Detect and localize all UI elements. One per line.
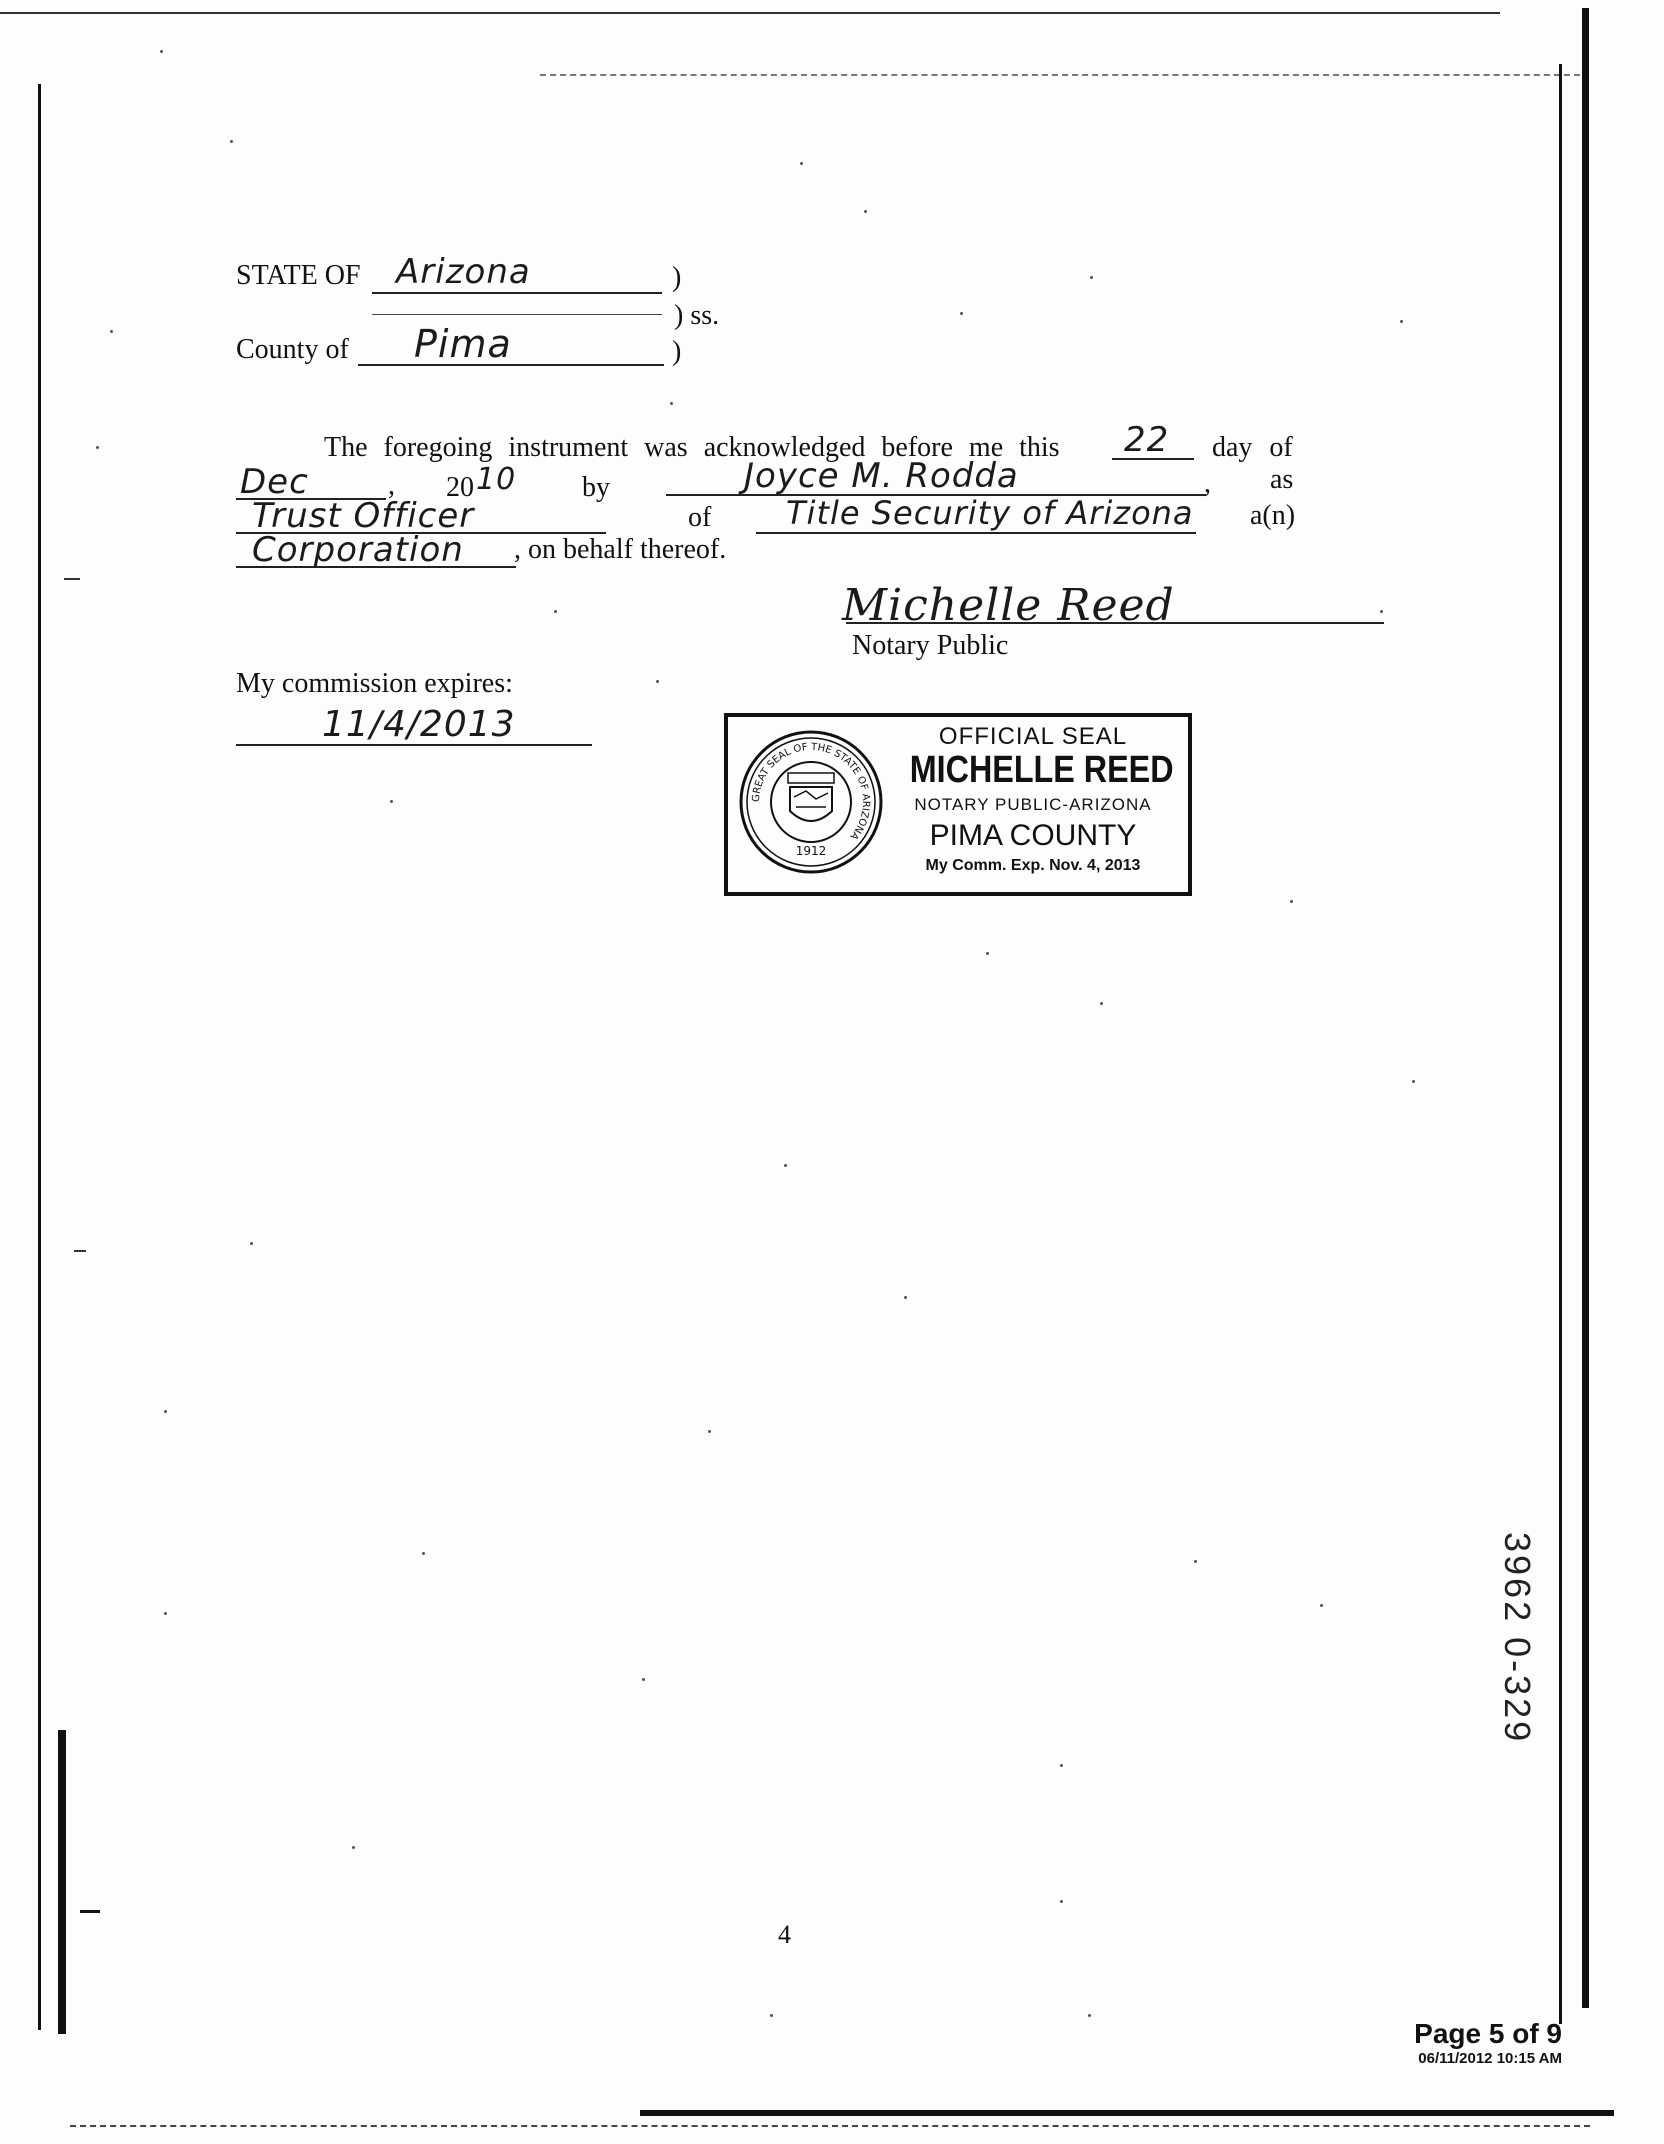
left-border: [38, 84, 41, 2030]
notary-signature: Michelle Reed: [842, 580, 1175, 631]
seal-ring-text: GREAT SEAL OF THE STATE OF ARIZONA: [750, 741, 872, 842]
scan-dot: [656, 680, 659, 683]
ack-entity-value: Corporation: [252, 530, 464, 570]
ack-person-value: Joyce M. Rodda: [744, 456, 1019, 496]
scan-dot: [1412, 1080, 1415, 1083]
county-paren: ): [672, 336, 682, 367]
scan-dot: [164, 1612, 167, 1615]
top-border: [0, 12, 1500, 14]
scan-dot: [1194, 1560, 1197, 1563]
state-underline: [372, 292, 662, 294]
page-info: [1414, 2018, 1562, 2067]
left-tick-2: [74, 1250, 86, 1252]
county-value: Pima: [414, 322, 512, 366]
scan-dot: [670, 402, 673, 405]
scan-dot: [160, 50, 163, 53]
left-tick-1: [64, 578, 80, 580]
ack-sentence: The foregoing instrument was acknowledged before me this: [324, 432, 1060, 463]
county-underline: [358, 364, 664, 366]
bottom-border: [70, 2125, 1590, 2127]
ack-entity-underline: [236, 566, 516, 568]
ack-by: by: [582, 472, 610, 503]
arizona-state-seal-icon: [736, 727, 886, 877]
ack-year-value: 10: [476, 462, 517, 497]
ack-company-underline: [756, 532, 1196, 534]
ack-behalf: , on behalf thereof.: [514, 534, 727, 565]
ack-day-value: 22: [1124, 420, 1170, 460]
notary-seal-stamp: [724, 713, 1192, 896]
page-number: 4: [778, 1920, 791, 1949]
ack-year-prefix: 20: [446, 472, 474, 503]
ack-of: of: [688, 502, 712, 533]
seal-line-name: MICHELLE REED: [909, 749, 1174, 791]
scan-dot: [1060, 1900, 1063, 1903]
commission-label: My commission expires:: [236, 668, 513, 699]
state-label: STATE OF: [236, 260, 361, 291]
scan-dot: [708, 1430, 711, 1433]
ss-label: ) ss.: [674, 300, 720, 331]
seal-line-expiration: My Comm. Exp. Nov. 4, 2013: [925, 857, 1141, 874]
right-thick-border: [1582, 8, 1589, 2008]
scan-dot: [352, 1846, 355, 1849]
commission-value: 11/4/2013: [322, 704, 516, 745]
notary-label: Notary Public: [852, 630, 1009, 661]
scan-dot: [770, 2014, 773, 2017]
scan-dot: [390, 800, 393, 803]
seal-year: 1912: [795, 844, 827, 858]
county-label: County of: [236, 334, 349, 365]
scan-dot: [1060, 1764, 1063, 1767]
ack-day-of: day of: [1212, 432, 1293, 463]
ack-month-comma: ,: [388, 470, 395, 501]
scan-dot: [1380, 610, 1383, 613]
seal-line-official: OFFICIAL SEAL: [938, 723, 1128, 750]
seal-line-notary: NOTARY PUBLIC-ARIZONA: [914, 795, 1152, 814]
scan-dot: [1290, 900, 1293, 903]
scan-dot: [250, 1242, 253, 1245]
page-of-label: Page 5 of 9: [1414, 2018, 1562, 2049]
state-value: Arizona: [396, 252, 531, 292]
scan-dot: [784, 1164, 787, 1167]
ack-an: a(n): [1250, 500, 1296, 531]
commission-underline: [236, 744, 592, 746]
scan-dot: [1320, 1604, 1323, 1607]
scan-dot: [864, 210, 867, 213]
scan-dot: [230, 140, 233, 143]
right-border: [1559, 64, 1562, 2024]
scan-dot: [422, 1552, 425, 1555]
notary-signature-line: [846, 622, 1384, 624]
ack-day-underline: [1112, 458, 1194, 460]
scan-dot: [1090, 276, 1093, 279]
ack-month-value: Dec: [240, 462, 309, 502]
svg-text:GREAT SEAL OF THE STATE OF ARI: [751, 742, 871, 842]
ack-title-value: Trust Officer: [252, 496, 475, 536]
scan-dot: [960, 312, 963, 315]
scan-dot: [904, 1296, 907, 1299]
ack-as: as: [1270, 464, 1294, 495]
scan-dot: [1100, 1002, 1103, 1005]
top-dashes: [540, 74, 1580, 76]
page-timestamp: 06/11/2012 10:15 AM: [1418, 2050, 1562, 2067]
scan-dot: [96, 446, 99, 449]
ack-person-comma: ,: [1204, 468, 1211, 499]
seal-line-county: PIMA COUNTY: [929, 819, 1137, 852]
state-paren: ): [672, 262, 682, 293]
ack-company-value: Title Security of Arizona: [786, 494, 1194, 532]
scan-dot: [110, 330, 113, 333]
scan-dot: [1400, 320, 1403, 323]
state-gap-underline: [372, 314, 662, 315]
scan-dot: [1088, 2014, 1091, 2017]
scan-dot: [642, 1678, 645, 1681]
scan-dot: [554, 610, 557, 613]
scan-dot: [986, 952, 989, 955]
left-thick-border: [58, 1730, 66, 2034]
scan-dot: [164, 1410, 167, 1413]
scan-dot: [800, 162, 803, 165]
bottom-thick-border: [640, 2110, 1614, 2116]
left-tick-3: [80, 1910, 100, 1913]
margin-stamp: 3962 0-329: [1497, 1532, 1538, 1745]
